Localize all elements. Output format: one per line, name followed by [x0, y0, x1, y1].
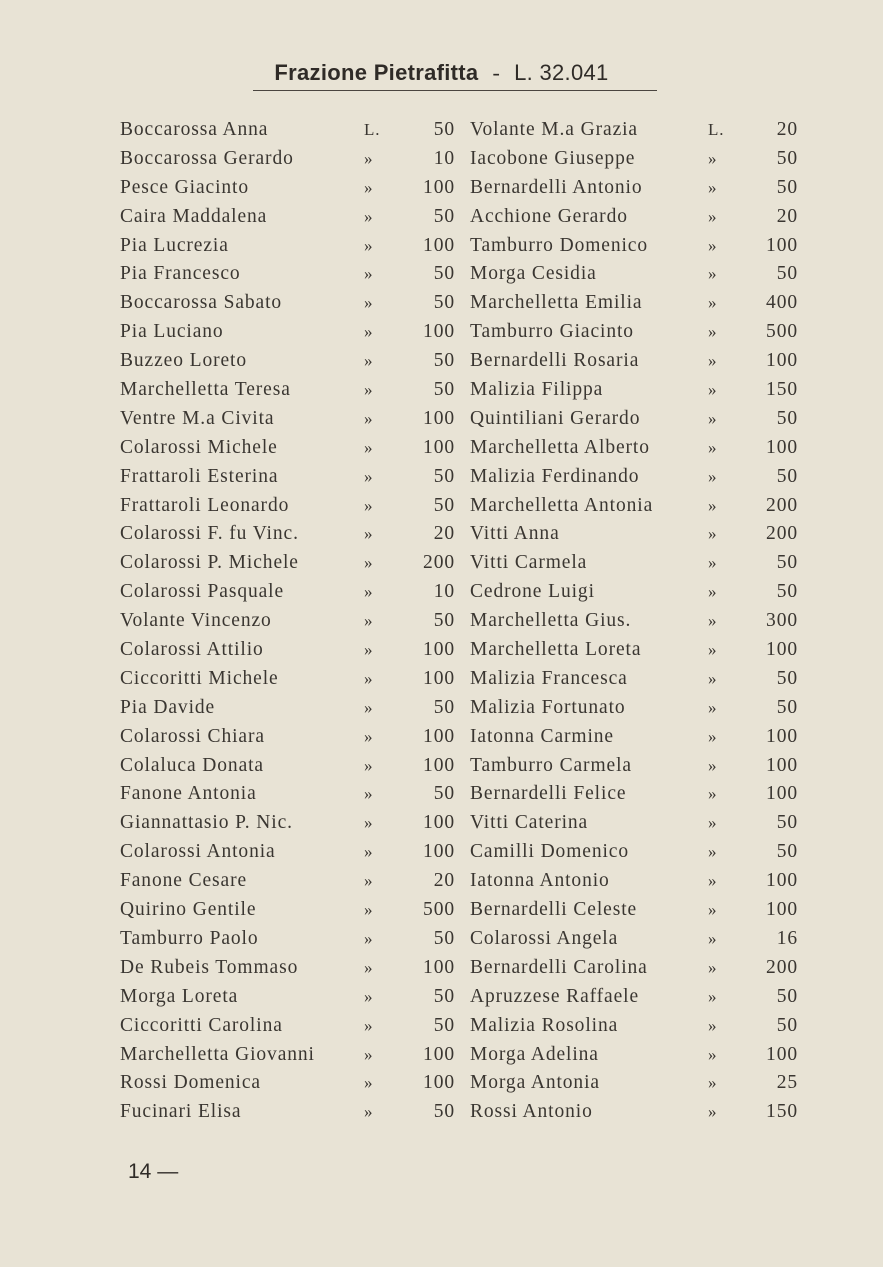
list-item [120, 694, 455, 723]
ditto-mark: » [364, 206, 374, 226]
donation-amount: 20 [433, 870, 455, 892]
donation-amount: 50 [433, 350, 455, 372]
donation-amount: 500 [423, 899, 455, 921]
list-item [120, 838, 455, 867]
donation-amount: 100 [766, 234, 798, 256]
ditto-mark: » [364, 611, 374, 631]
list-item [120, 463, 455, 492]
donor-name: Tamburro Carmela [470, 754, 632, 776]
donation-amount: 50 [776, 407, 798, 429]
donor-name: Frattaroli Leonardo [120, 494, 290, 516]
donor-name: Malizia Filippa [470, 379, 604, 401]
donation-amount: 50 [433, 696, 455, 718]
donation-amount: 100 [423, 725, 455, 747]
donor-name: Colarossi Michele [120, 436, 278, 458]
donation-amount: 100 [766, 754, 798, 776]
list-item [120, 174, 455, 203]
ditto-mark: » [364, 264, 374, 284]
donor-name: Vitti Carmela [470, 552, 588, 574]
donor-name: Colarossi Antonia [120, 841, 276, 863]
header-title: Frazione Pietrafitta [274, 60, 479, 85]
ditto-mark: » [708, 235, 718, 255]
donation-amount: 50 [776, 263, 798, 285]
ditto-mark: » [708, 1044, 718, 1064]
ditto-mark: » [708, 928, 718, 948]
donation-amount: 50 [433, 292, 455, 314]
donation-amount: 50 [776, 176, 798, 198]
list-item [120, 260, 455, 289]
ditto-mark: » [708, 1015, 718, 1035]
donor-name: Marchelletta Emilia [470, 292, 643, 314]
ditto-mark: » [708, 900, 718, 920]
header-separator: - [492, 60, 501, 85]
list-item [120, 1069, 455, 1098]
donor-name: Tamburro Domenico [470, 234, 649, 256]
list-item [470, 578, 798, 607]
donor-name: Colarossi F. fu Vinc. [120, 523, 299, 545]
donor-name: Morga Loreta [120, 985, 239, 1007]
ditto-mark: » [364, 1044, 374, 1064]
donation-amount: 100 [423, 956, 455, 978]
list-item [470, 549, 798, 578]
ditto-mark: » [708, 813, 718, 833]
list-item [120, 636, 455, 665]
donation-amount: 100 [423, 234, 455, 256]
list-item [120, 867, 455, 896]
ditto-mark: » [364, 900, 374, 920]
list-item [470, 896, 798, 925]
list-item [120, 116, 455, 145]
list-item [470, 954, 798, 983]
donor-name: Frattaroli Esterina [120, 465, 279, 487]
ditto-mark: » [708, 957, 718, 977]
ditto-mark: » [364, 177, 374, 197]
donation-amount: 100 [423, 1043, 455, 1065]
donation-amount: 50 [433, 465, 455, 487]
donor-name: Rossi Antonio [470, 1101, 593, 1123]
donation-amount: 50 [433, 610, 455, 632]
list-item [470, 867, 798, 896]
ditto-mark: » [364, 293, 374, 313]
donation-amount: 200 [766, 523, 798, 545]
list-item [470, 318, 798, 347]
donation-amount: 50 [776, 1014, 798, 1036]
list-item [120, 752, 455, 781]
donor-name: Volante M.a Grazia [470, 119, 638, 140]
ditto-mark: » [708, 553, 718, 573]
ditto-mark: » [364, 784, 374, 804]
list-item [120, 809, 455, 838]
donation-amount: 50 [776, 841, 798, 863]
donation-amount: 300 [766, 610, 798, 632]
donor-name: Pia Lucrezia [120, 234, 229, 256]
donation-amount: 50 [433, 263, 455, 285]
donor-name: Morga Antonia [470, 1072, 600, 1094]
donor-name: Marchelletta Loreta [470, 639, 642, 661]
ditto-mark: » [708, 466, 718, 486]
list-item [470, 694, 798, 723]
list-item [120, 203, 455, 232]
donation-amount: 50 [776, 581, 798, 603]
ditto-mark: » [364, 1073, 374, 1093]
ditto-mark: » [364, 553, 374, 573]
donor-name: Giannattasio P. Nic. [120, 812, 293, 834]
donation-amount: 100 [766, 350, 798, 372]
list-item [470, 1012, 798, 1041]
ditto-mark: » [364, 148, 374, 168]
list-item [120, 492, 455, 521]
donation-amount: 100 [423, 176, 455, 198]
donor-name: Ventre M.a Civita [120, 407, 275, 429]
ditto-mark: » [708, 582, 718, 602]
donation-amount: 50 [433, 927, 455, 949]
list-item [120, 232, 455, 261]
donation-amount: 50 [776, 812, 798, 834]
donor-name: Pia Davide [120, 696, 216, 718]
ditto-mark: » [708, 986, 718, 1006]
ditto-mark: » [708, 322, 718, 342]
ditto-mark: » [708, 697, 718, 717]
donor-name: Colarossi P. Michele [120, 552, 299, 574]
ditto-mark: » [708, 380, 718, 400]
ditto-mark: » [708, 668, 718, 688]
donation-amount: 25 [776, 1072, 798, 1094]
donor-name: Bernardelli Celeste [470, 899, 638, 921]
ditto-mark: » [364, 380, 374, 400]
list-item [470, 232, 798, 261]
list-item [470, 116, 798, 145]
donor-name: Malizia Ferdinando [470, 465, 640, 487]
ditto-mark: » [708, 842, 718, 862]
donation-amount: 100 [423, 639, 455, 661]
list-item [120, 376, 455, 405]
donor-name: Malizia Fortunato [470, 696, 626, 718]
donation-amount: 50 [433, 985, 455, 1007]
ditto-mark: » [364, 957, 374, 977]
donor-name: Volante Vincenzo [120, 610, 272, 632]
donor-name: Colaluca Donata [120, 754, 264, 776]
ditto-mark: » [708, 408, 718, 428]
list-item [470, 174, 798, 203]
donation-amount: 50 [433, 783, 455, 805]
donor-name: Bernardelli Felice [470, 783, 627, 805]
list-item [470, 607, 798, 636]
list-item [120, 520, 455, 549]
donation-amount: 50 [776, 147, 798, 169]
donor-name: Camilli Domenico [470, 841, 630, 863]
list-item [120, 405, 455, 434]
list-item [120, 983, 455, 1012]
donation-amount: 200 [423, 552, 455, 574]
donor-name: Marchelletta Gius. [470, 610, 632, 632]
donation-amount: 50 [776, 696, 798, 718]
donor-name: Iacobone Giuseppe [470, 147, 636, 169]
donation-amount: 100 [423, 841, 455, 863]
list-item [120, 347, 455, 376]
donation-amount: 100 [423, 436, 455, 458]
donor-name: Ciccoritti Carolina [120, 1014, 283, 1036]
page-header [0, 60, 883, 86]
ditto-mark: » [364, 408, 374, 428]
donor-name: Pia Francesco [120, 263, 241, 285]
donation-amount: 10 [433, 147, 455, 169]
donation-amount: 50 [433, 379, 455, 401]
donor-name: Caira Maddalena [120, 205, 268, 227]
donor-name: Marchelletta Giovanni [120, 1043, 315, 1065]
donation-amount: 100 [423, 407, 455, 429]
ditto-mark: » [708, 755, 718, 775]
donation-amount: 200 [766, 956, 798, 978]
ditto-mark: » [708, 437, 718, 457]
ditto-mark: » [708, 1102, 718, 1122]
right-column [470, 116, 798, 1127]
donation-amount: 400 [766, 292, 798, 314]
list-item [120, 578, 455, 607]
list-item [470, 376, 798, 405]
ditto-mark: » [364, 842, 374, 862]
donor-name: Fanone Cesare [120, 870, 248, 892]
ditto-mark: » [708, 640, 718, 660]
ditto-mark: » [364, 235, 374, 255]
donation-amount: 150 [766, 1101, 798, 1123]
list-item [470, 520, 798, 549]
donor-name: Cedrone Luigi [470, 581, 595, 603]
list-item [120, 1012, 455, 1041]
ditto-mark: L. [708, 120, 725, 139]
donor-name: Marchelletta Antonia [470, 494, 654, 516]
donor-name: Iatonna Antonio [470, 870, 610, 892]
ditto-mark: » [364, 640, 374, 660]
donation-amount: 100 [423, 667, 455, 689]
donor-name: Quirino Gentile [120, 899, 257, 921]
list-item [120, 896, 455, 925]
ditto-mark: » [364, 986, 374, 1006]
list-item [470, 203, 798, 232]
list-item [120, 289, 455, 318]
donor-name: Bernardelli Antonio [470, 176, 643, 198]
donation-amount: 100 [423, 754, 455, 776]
list-item [470, 405, 798, 434]
donor-name: Rossi Domenica [120, 1072, 261, 1094]
list-item [120, 1098, 455, 1127]
list-item [470, 434, 798, 463]
list-item [470, 780, 798, 809]
donor-name: Quintiliani Gerardo [470, 407, 641, 429]
donation-amount: 100 [766, 436, 798, 458]
donor-name: Bernardelli Carolina [470, 956, 648, 978]
header-rule [253, 90, 657, 91]
ditto-mark: » [708, 1073, 718, 1093]
donation-amount: 100 [423, 321, 455, 343]
donation-amount: 16 [776, 927, 798, 949]
ditto-mark: » [364, 1015, 374, 1035]
ditto-mark: » [364, 582, 374, 602]
list-item [470, 463, 798, 492]
donation-amount: 50 [776, 667, 798, 689]
donation-amount: 50 [433, 1101, 455, 1123]
list-item [120, 954, 455, 983]
donor-name: Acchione Gerardo [470, 205, 628, 227]
ditto-mark: » [364, 697, 374, 717]
ditto-mark: » [708, 495, 718, 515]
donor-name: Colarossi Angela [470, 927, 619, 949]
donor-name: Tamburro Paolo [120, 927, 259, 949]
list-item [120, 723, 455, 752]
donation-amount: 100 [766, 783, 798, 805]
donor-name: De Rubeis Tommaso [120, 956, 299, 978]
donation-amount: 100 [766, 1043, 798, 1065]
donation-amount: 50 [433, 494, 455, 516]
donation-amount: 50 [433, 205, 455, 227]
list-item [470, 1069, 798, 1098]
donation-amount: 50 [433, 1014, 455, 1036]
donor-name: Bernardelli Rosaria [470, 350, 640, 372]
list-item [120, 925, 455, 954]
list-item [120, 780, 455, 809]
donation-amount: 100 [423, 1072, 455, 1094]
list-item [120, 665, 455, 694]
header-amount: L. 32.041 [514, 60, 609, 85]
donation-amount: 50 [776, 985, 798, 1007]
donor-name: Boccarossa Anna [120, 119, 269, 140]
list-item [120, 1041, 455, 1070]
donor-name: Marchelletta Alberto [470, 436, 650, 458]
list-item [470, 260, 798, 289]
donor-name: Fanone Antonia [120, 783, 257, 805]
ditto-mark: » [364, 928, 374, 948]
ditto-mark: » [364, 1102, 374, 1122]
list-item [120, 607, 455, 636]
donor-name: Vitti Caterina [470, 812, 589, 834]
ditto-mark: » [708, 871, 718, 891]
donor-name: Tamburro Giacinto [470, 321, 634, 343]
donor-name: Marchelletta Teresa [120, 379, 291, 401]
donor-name: Malizia Francesca [470, 667, 628, 689]
page-number: 14 — [128, 1160, 179, 1183]
donor-name: Boccarossa Sabato [120, 292, 283, 314]
donor-name: Fucinari Elisa [120, 1101, 242, 1123]
list-item [470, 809, 798, 838]
ditto-mark: » [364, 755, 374, 775]
donation-amount: 20 [433, 523, 455, 545]
ditto-mark: » [364, 726, 374, 746]
ditto-mark: » [708, 148, 718, 168]
donation-amount: 10 [433, 581, 455, 603]
donor-name: Pesce Giacinto [120, 176, 250, 198]
list-item [120, 145, 455, 174]
ditto-mark: » [364, 351, 374, 371]
donation-amount: 50 [433, 119, 455, 140]
ditto-mark: » [364, 437, 374, 457]
ditto-mark: » [708, 206, 718, 226]
list-item [470, 665, 798, 694]
donor-name: Colarossi Pasquale [120, 581, 285, 603]
ditto-mark: » [708, 264, 718, 284]
ditto-mark: » [708, 611, 718, 631]
donor-name: Buzzeo Loreto [120, 350, 248, 372]
list-item [470, 347, 798, 376]
list-item [470, 925, 798, 954]
list-item [470, 636, 798, 665]
donation-amount: 20 [776, 205, 798, 227]
donor-name: Colarossi Attilio [120, 639, 264, 661]
donation-amount: 500 [766, 321, 798, 343]
donor-name: Iatonna Carmine [470, 725, 614, 747]
list-item [120, 434, 455, 463]
donation-amount: 100 [766, 725, 798, 747]
donor-name: Vitti Anna [470, 523, 560, 545]
ditto-mark: » [364, 871, 374, 891]
ditto-mark: » [708, 293, 718, 313]
ditto-mark: » [708, 726, 718, 746]
list-item [470, 752, 798, 781]
list-item [120, 318, 455, 347]
donation-amount: 50 [776, 465, 798, 487]
donation-amount: 100 [766, 870, 798, 892]
ditto-mark: » [364, 322, 374, 342]
ditto-mark: L. [364, 120, 381, 139]
list-item [470, 1041, 798, 1070]
donor-name: Pia Luciano [120, 321, 224, 343]
list-item [470, 145, 798, 174]
list-item [470, 838, 798, 867]
donation-amount: 50 [776, 552, 798, 574]
donation-amount: 100 [423, 812, 455, 834]
donor-name: Morga Cesidia [470, 263, 597, 285]
ditto-mark: » [364, 495, 374, 515]
ditto-mark: » [708, 784, 718, 804]
ditto-mark: » [708, 351, 718, 371]
ditto-mark: » [364, 668, 374, 688]
donor-name: Malizia Rosolina [470, 1014, 619, 1036]
ditto-mark: » [708, 524, 718, 544]
donor-name: Morga Adelina [470, 1043, 599, 1065]
donor-name: Ciccoritti Michele [120, 667, 279, 689]
ditto-mark: » [364, 524, 374, 544]
list-item [470, 492, 798, 521]
ditto-mark: » [364, 466, 374, 486]
left-column [120, 116, 455, 1127]
ditto-mark: » [708, 177, 718, 197]
donation-amount: 200 [766, 494, 798, 516]
list-item [470, 983, 798, 1012]
donor-name: Boccarossa Gerardo [120, 147, 294, 169]
donation-amount: 150 [766, 379, 798, 401]
donor-name: Colarossi Chiara [120, 725, 265, 747]
donation-amount: 100 [766, 899, 798, 921]
list-item [470, 1098, 798, 1127]
list-item [120, 549, 455, 578]
donation-amount: 100 [766, 639, 798, 661]
list-item [470, 289, 798, 318]
list-item [470, 723, 798, 752]
donor-name: Apruzzese Raffaele [470, 985, 640, 1007]
donation-amount: 20 [776, 119, 798, 140]
ditto-mark: » [364, 813, 374, 833]
